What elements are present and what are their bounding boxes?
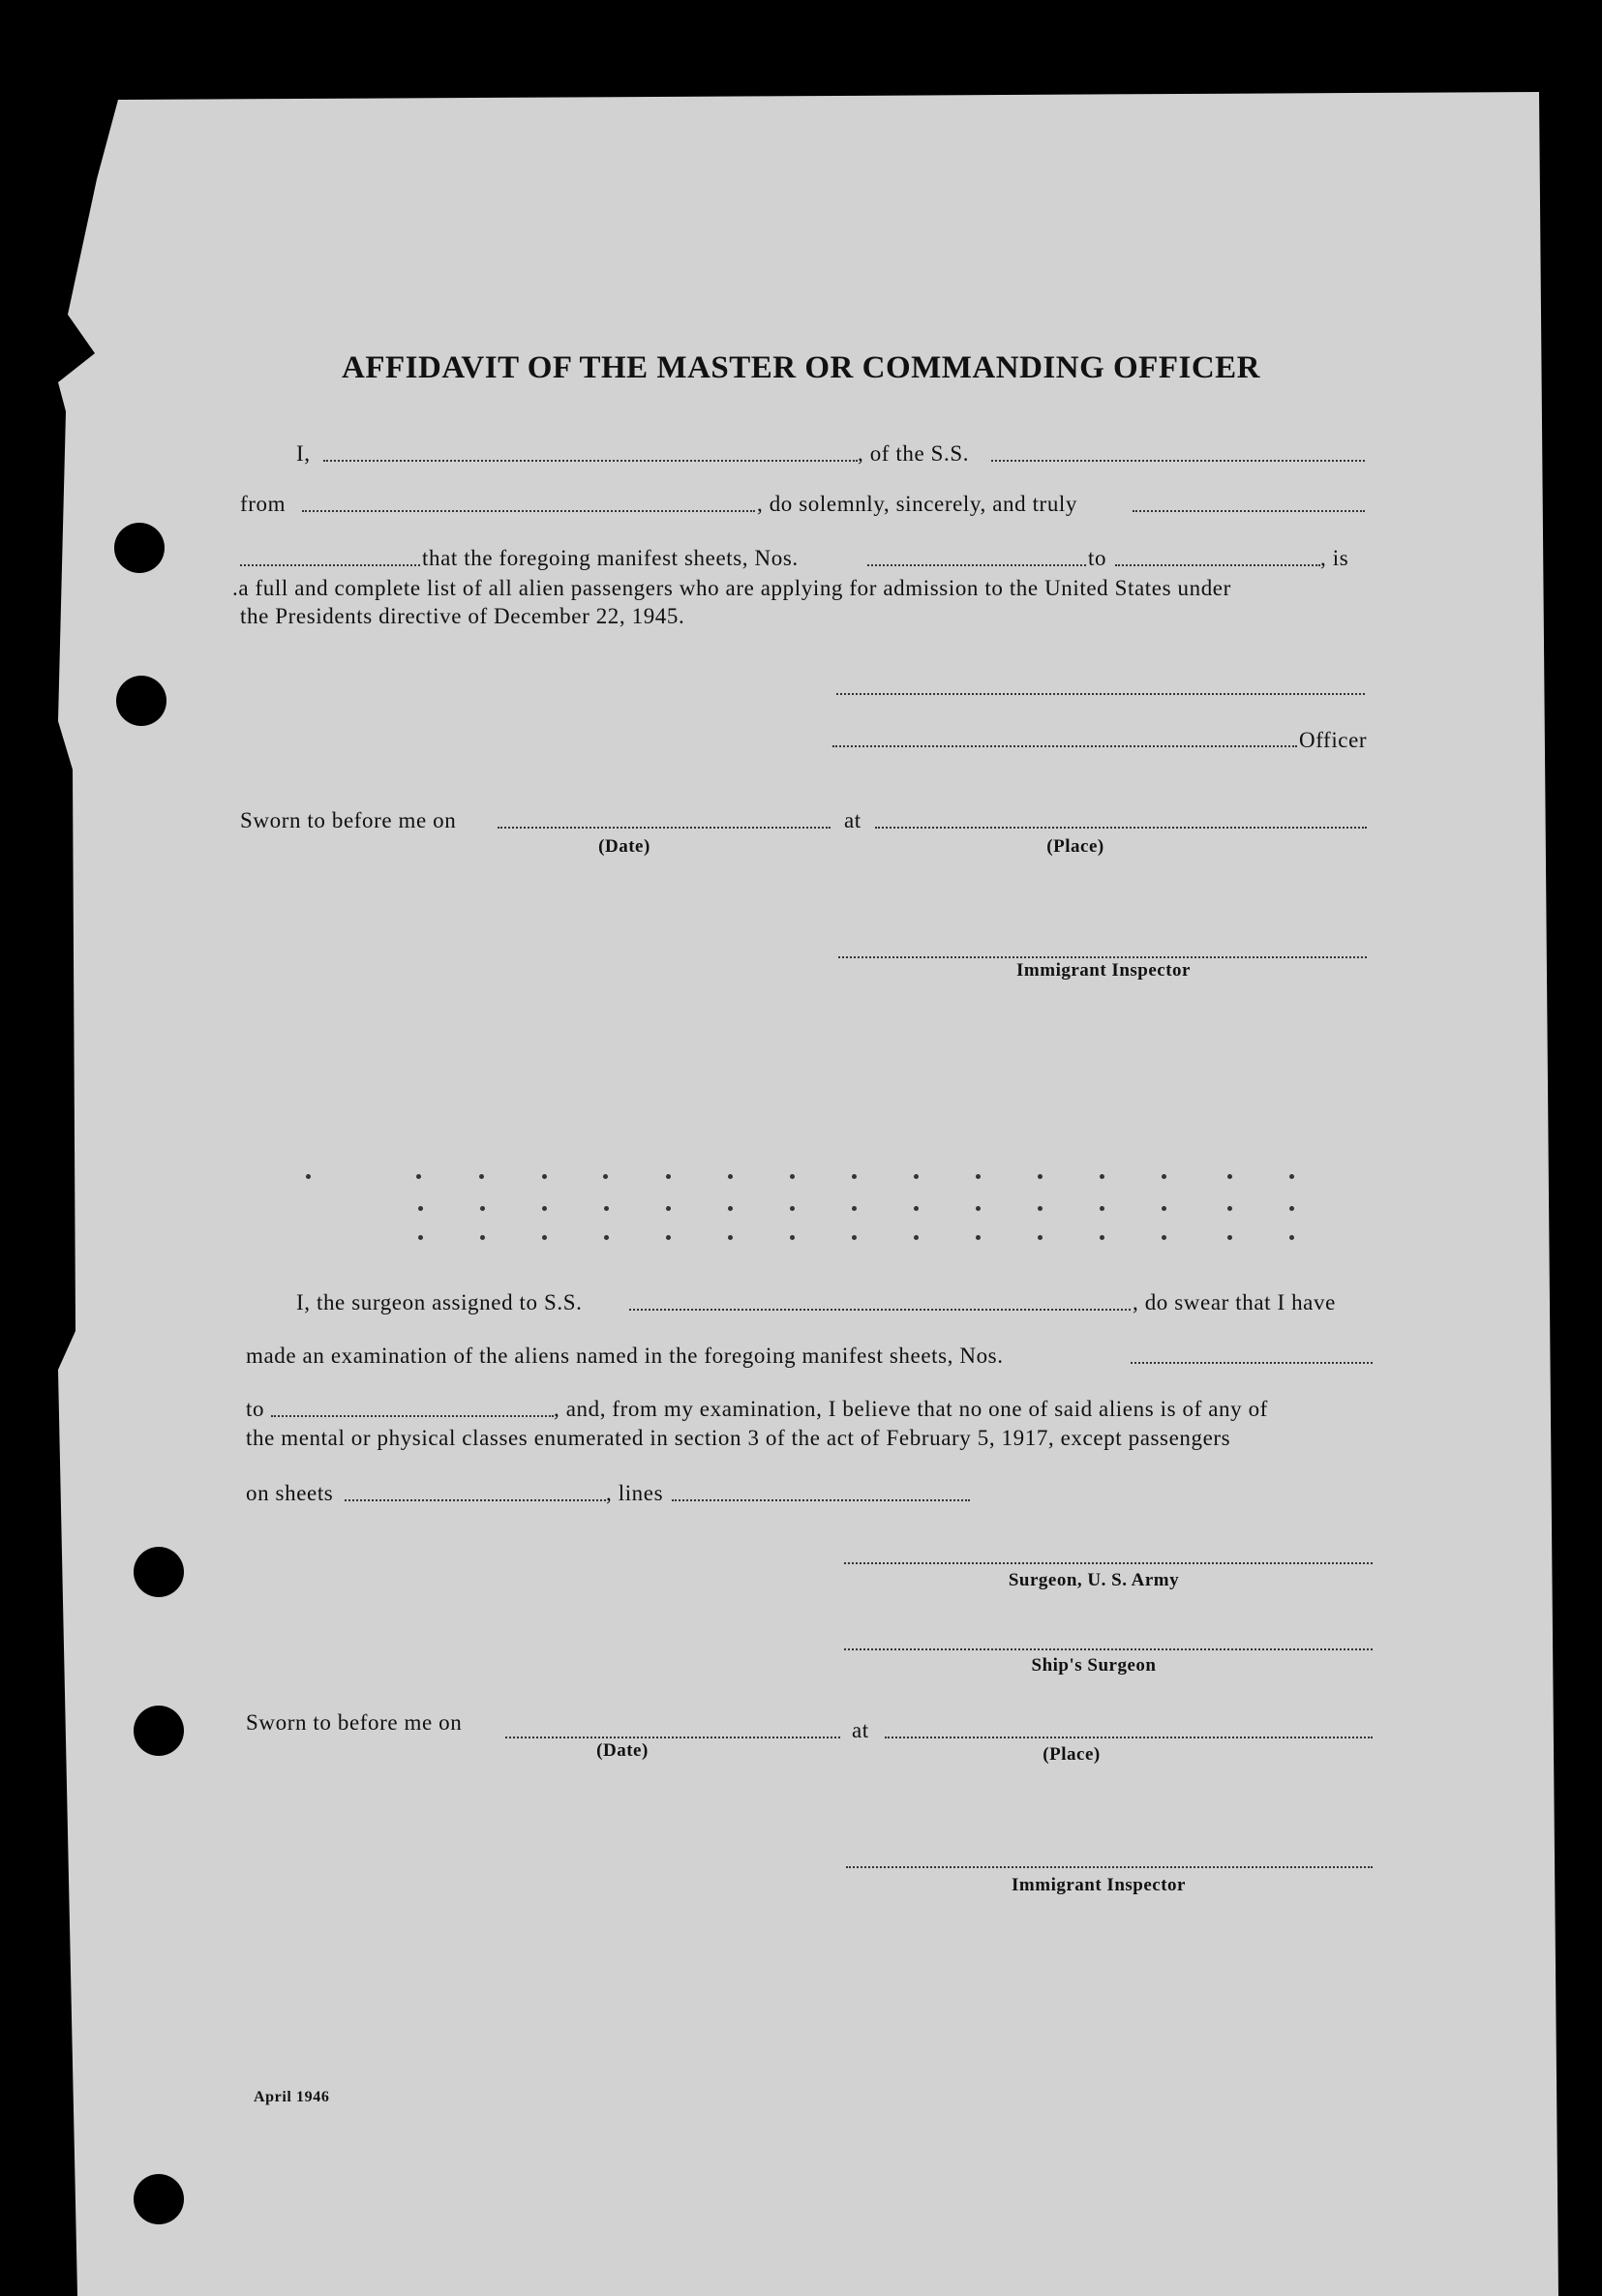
officer-signature-line[interactable] — [832, 745, 1297, 747]
army-surgeon-caption: Surgeon, U. S. Army — [1008, 1570, 1180, 1590]
sworn-label: Sworn to before me on — [240, 808, 457, 832]
sworn-place-field[interactable] — [875, 827, 1367, 829]
surgeon-inspector-signature-line[interactable] — [846, 1866, 1373, 1868]
surgeon-ship-field[interactable] — [629, 1309, 1131, 1311]
solemnly-text: , do solemnly, sincerely, and truly — [757, 492, 1078, 516]
surgeon-sworn-place-field[interactable] — [885, 1737, 1373, 1738]
ships-surgeon-caption: Ship's Surgeon — [1031, 1655, 1157, 1676]
oath-field[interactable] — [1133, 510, 1365, 512]
at-label: at — [844, 808, 861, 832]
i-label: I, — [296, 441, 311, 466]
punch-hole — [116, 676, 166, 726]
ships-surgeon-signature-line[interactable] — [844, 1648, 1373, 1650]
lines-label: , lines — [606, 1481, 664, 1505]
paper-sheet — [58, 92, 1558, 2296]
army-surgeon-signature-line[interactable] — [844, 1562, 1373, 1564]
except-lines-field[interactable] — [672, 1499, 970, 1501]
punch-hole — [134, 1547, 184, 1597]
surgeon-statement: made an examination of the aliens named in the foregoing manifest sheets, Nos. — [246, 1344, 1004, 1368]
is-label: , is — [1320, 546, 1349, 570]
foregoing-text: that the foregoing manifest sheets, Nos. — [422, 546, 799, 570]
place-caption: (Place) — [1046, 836, 1104, 857]
inspector-caption: Immigrant Inspector — [1016, 960, 1191, 981]
form-date: April 1946 — [254, 2089, 330, 2105]
date-caption: (Date) — [596, 1740, 649, 1761]
statement-line: .a full and complete list of all alien passengers who are applying for admission to the United States under — [232, 576, 1231, 600]
except-sheets-field[interactable] — [345, 1499, 606, 1501]
from-label: from — [240, 492, 287, 516]
ship-name-field[interactable] — [991, 460, 1365, 462]
surgeon-sheet-to-field[interactable] — [271, 1415, 554, 1417]
sworn-date-field[interactable] — [498, 827, 831, 829]
form-title: AFFIDAVIT OF THE MASTER OR COMMANDING OFFICER — [342, 350, 1260, 385]
surgeon-statement: , do swear that I have — [1133, 1290, 1336, 1314]
statement-line: the Presidents directive of December 22, 1945. — [240, 604, 685, 628]
surgeon-statement: the mental or physical classes enumerated in section 3 of the act of February 5, 1917, except passengers — [246, 1426, 1231, 1450]
sheet-from-field[interactable] — [867, 564, 1086, 566]
surgeon-statement: I, the surgeon assigned to S.S. — [296, 1290, 583, 1314]
inspector-signature-line[interactable] — [838, 956, 1367, 958]
from-port-field[interactable] — [302, 510, 755, 512]
date-caption: (Date) — [598, 836, 650, 857]
at-label: at — [852, 1718, 869, 1742]
inspector-caption: Immigrant Inspector — [1012, 1875, 1186, 1895]
punch-hole — [134, 1706, 184, 1756]
punch-hole — [114, 523, 165, 573]
surgeon-sworn-date-field[interactable] — [505, 1737, 840, 1738]
sheets-label: on sheets — [246, 1481, 334, 1505]
of-ss-label: , of the S.S. — [858, 441, 970, 466]
signature-line[interactable] — [836, 693, 1365, 695]
master-name-field[interactable] — [323, 460, 858, 462]
place-caption: (Place) — [1043, 1744, 1101, 1765]
sheet-to-field[interactable] — [1115, 564, 1320, 566]
to-label: to — [246, 1397, 265, 1421]
punch-hole — [134, 2174, 184, 2224]
swear-field[interactable] — [240, 564, 420, 566]
sworn-label: Sworn to before me on — [246, 1710, 463, 1735]
surgeon-sheet-from-field[interactable] — [1131, 1362, 1373, 1364]
to-label: to — [1088, 546, 1107, 570]
officer-label: Officer — [1299, 728, 1368, 752]
surgeon-statement: , and, from my examination, I believe that no one of said aliens is of any of — [554, 1397, 1268, 1421]
